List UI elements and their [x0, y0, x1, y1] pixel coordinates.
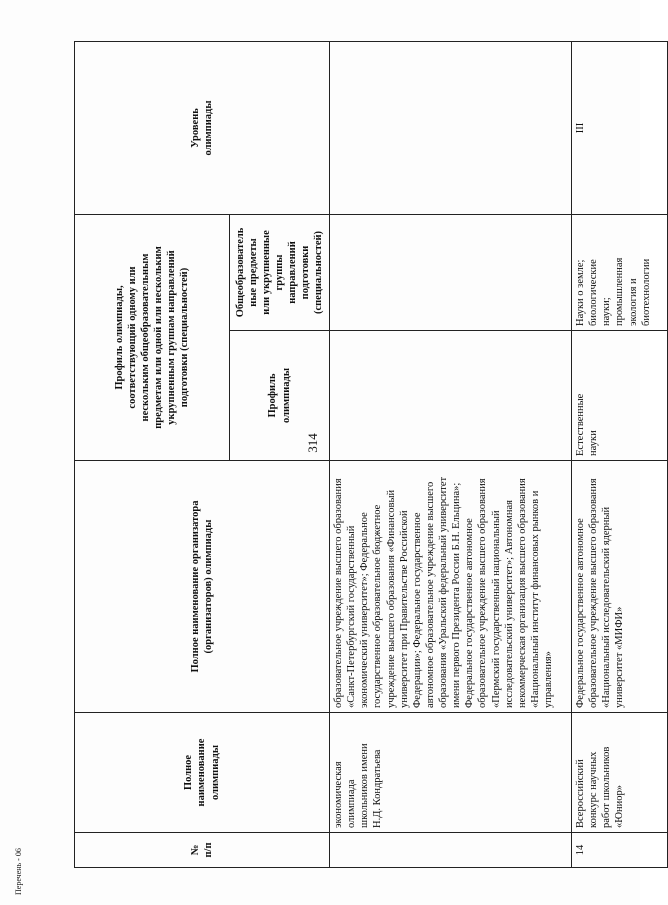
- cell-num: [330, 833, 572, 868]
- olympiad-table: [74, 41, 668, 868]
- table-row: [330, 42, 572, 868]
- cell-profile: [330, 331, 572, 461]
- cell-organizer: образовательное учреждение высшего образования «Санкт-Петербургский государственный экономический университет»; Федеральное государственное образовательное бюджетное учреждение высшего образования «Финансовый университет при Правительстве Российской Федерации»; Федеральное государственное автономное образовательное учреждение высшего образования «Уральский федеральный университет имени первого Президента России Б.Н. Ельцина»; Федеральное государственное автономное образовательное учреждение высшего образования «Пермский государственный национальный исследовательский университет»; Автономная некоммерческая организация высшего образования «Национальный институт финансовых рынков и управления»: [330, 461, 572, 713]
- cell-level: [330, 42, 572, 215]
- page-number: 314: [305, 433, 320, 453]
- header-profile: Профиль олимпиады: [230, 331, 330, 461]
- cell-profile: Естественные науки: [572, 331, 668, 461]
- footer-label: Перечень - 06: [14, 848, 23, 895]
- header-organizer: Полное наименование организатора (организаторов) олимпиады: [75, 461, 330, 713]
- header-name: Полное наименование олимпиады: [75, 713, 330, 833]
- rotated-table-wrapper: [74, 42, 652, 868]
- header-row: [75, 42, 230, 868]
- cell-level: III: [572, 42, 668, 215]
- header-num: № п/п: [75, 833, 330, 868]
- header-subjects: Общеобразователь ные предметы или укрупненные группы направлений подготовки (специальностей): [230, 215, 330, 331]
- cell-subjects: Науки о земле; биологические науки; промышленная экология и биотехнологии: [572, 215, 668, 331]
- header-profile-group: Профиль олимпиады, соответствующий одному или нескольким общеобразовательным предметам или одной или нескольким укрупненным группам направлений подготовки (специальностей): [75, 215, 230, 461]
- cell-num: 14: [572, 833, 668, 868]
- cell-organizer: Федеральное государственное автономное образовательное учреждение высшего образования «Национальный исследовательский ядерный университет «МИФИ»: [572, 461, 668, 713]
- cell-name: Всероссийский конкурс научных работ школьников «Юниор»: [572, 713, 668, 833]
- cell-name: экономическая олимпиада школьников имени Н.Д. Кондратьева: [330, 713, 572, 833]
- header-level: Уровень олимпиады: [75, 42, 330, 215]
- table-row: [572, 42, 668, 868]
- cell-subjects: [330, 215, 572, 331]
